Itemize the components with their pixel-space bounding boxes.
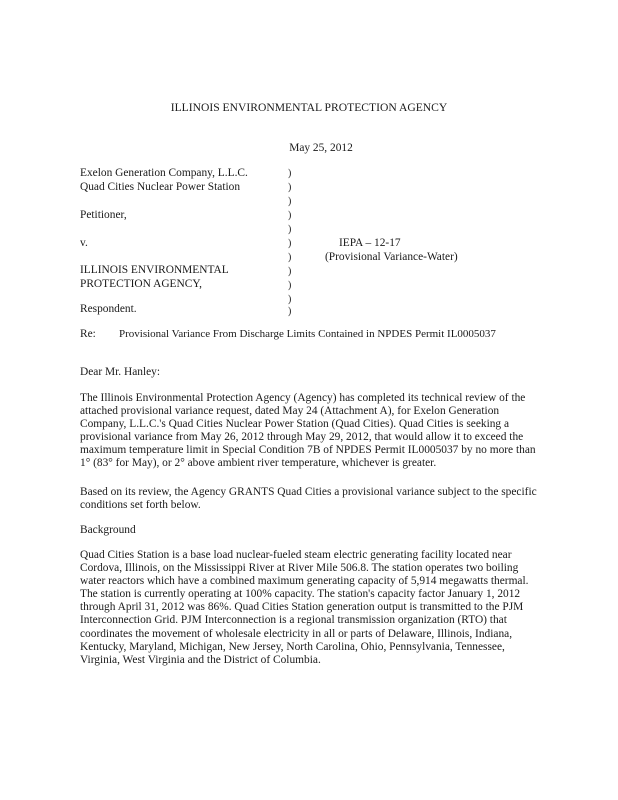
salutation: Dear Mr. Hanley:	[80, 366, 161, 378]
background-heading: Background	[80, 524, 136, 536]
petitioner-label: Petitioner,	[80, 209, 127, 221]
respondent-label: Respondent.	[80, 303, 137, 315]
caption-bracket: )	[288, 182, 292, 193]
caption-bracket: )	[288, 280, 292, 291]
re-label: Re:	[80, 328, 96, 340]
paragraph-review-summary: The Illinois Environmental Protection Agency (Agency) has completed its technical review of the attached provisional variance request, dated May 24 (Attachment A), for Exelon Generation Company, L.L.C.'s Quad Cities Nuclear Power Station (Quad Cities). Quad Cities is seeking a provisional variance from May 26, 2012 through May 29, 2012, that would allow it to exceed the maximum temperature limit in Special Condition 7B of NPDES Permit IL0005037 by no more than 1° (83° for May), or 2° above ambient river temperature, whichever is greater.	[80, 392, 536, 470]
agency-heading: ILLINOIS ENVIRONMENTAL PROTECTION AGENCY	[170, 101, 448, 114]
respondent-name-line-1: ILLINOIS ENVIRONMENTAL	[80, 264, 229, 276]
letter-date: May 25, 2012	[289, 142, 353, 154]
caption-bracket: )	[288, 294, 292, 305]
caption-bracket: )	[288, 238, 292, 249]
petitioner-name-line-2: Quad Cities Nuclear Power Station	[80, 181, 241, 193]
caption-bracket: )	[288, 210, 292, 221]
petitioner-name-line-1: Exelon Generation Company, L.L.C.	[80, 167, 248, 179]
caption-bracket: )	[288, 196, 292, 207]
paragraph-grant-decision: Based on its review, the Agency GRANTS Quad Cities a provisional variance subject to the specific conditions set forth below.	[80, 486, 537, 512]
respondent-name-line-2: PROTECTION AGENCY,	[80, 278, 202, 290]
case-number: IEPA – 12-17	[339, 237, 401, 249]
re-subject: Provisional Variance From Discharge Limits Contained in NPDES Permit IL0005037	[119, 328, 496, 340]
paragraph-station-background: Quad Cities Station is a base load nuclear-fueled steam electric generating facility located near Cordova, Illinois, on the Mississippi River at River Mile 506.8. The station operates two boiling water reactors which have a combined maximum generating capacity of 5,914 megawatts thermal. The station is currently operating at 100% capacity. The station's capacity factor January 1, 2012 through April 31, 2012 was 86%. Quad Cities Station generation output is transmitted to the PJM Interconnection Grid. PJM Interconnection is a regional transmission organization (RTO) that coordinates the movement of wholesale electricity in all or parts of Delaware, Illinois, Indiana, Kentucky, Maryland, Michigan, New Jersey, North Carolina, Ohio, Pennsylvania, Tennessee, Virginia, West Virginia and the District of Columbia.	[80, 549, 529, 666]
caption-bracket: )	[288, 168, 292, 179]
caption-bracket: )	[288, 266, 292, 277]
case-type: (Provisional Variance-Water)	[325, 251, 458, 263]
versus-label: v.	[80, 237, 88, 249]
caption-bracket: )	[288, 252, 292, 263]
caption-bracket: )	[288, 306, 292, 317]
caption-bracket: )	[288, 224, 292, 235]
